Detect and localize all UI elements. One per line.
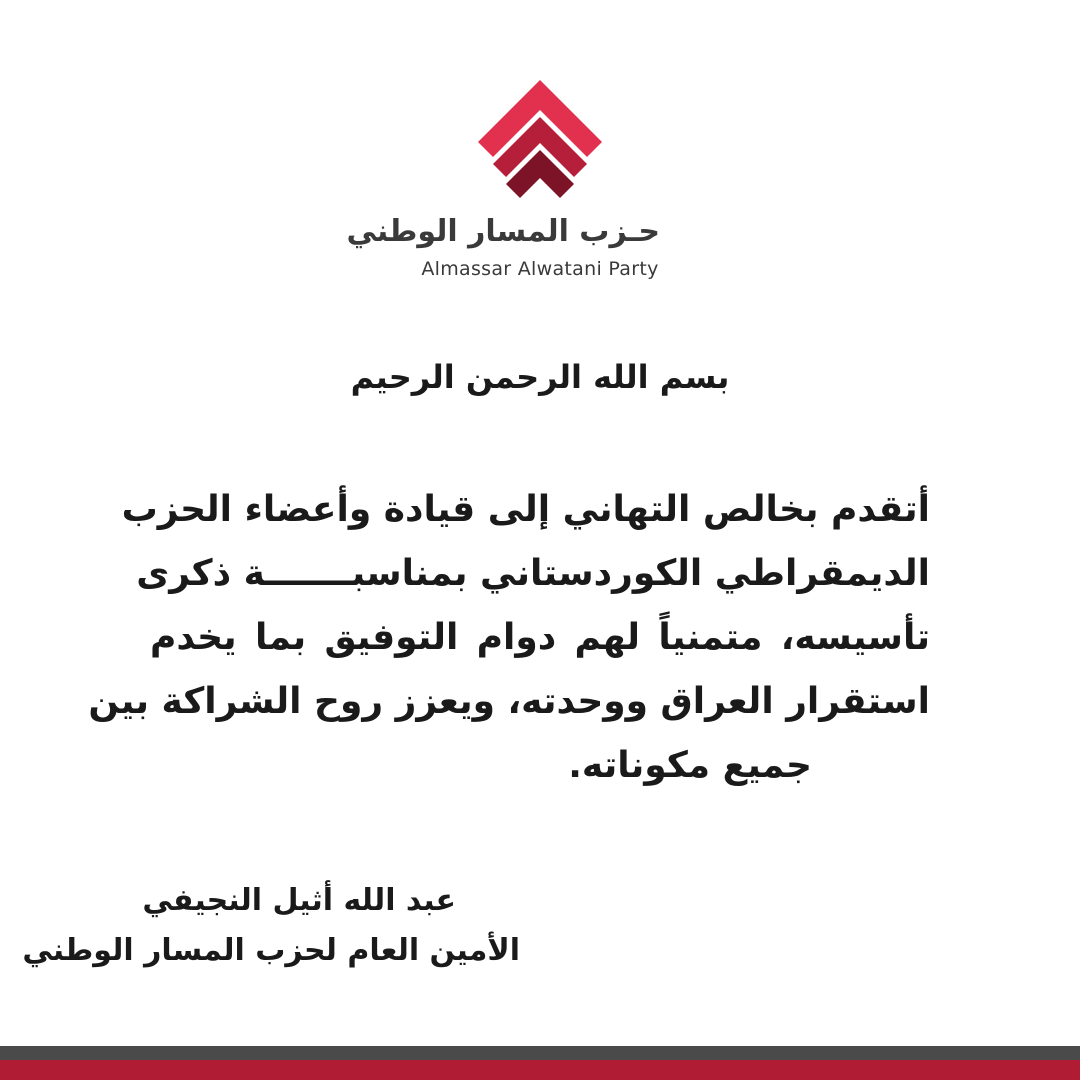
signatory-name: عبد الله أثيل النجيفي xyxy=(142,883,456,918)
party-logo-chevrons-icon xyxy=(478,80,602,204)
message-line: الديمقراطي الكوردستاني بمناسبـــــــة ذكرى xyxy=(136,553,930,594)
message-line: جميع مكوناته. xyxy=(568,745,812,786)
party-name-arabic: حـزب المسار الوطني xyxy=(346,214,660,249)
party-name-english: Almassar Alwatani Party xyxy=(421,258,659,280)
message-line: استقرار العراق ووحدته، ويعزز روح الشراكة بين xyxy=(88,681,930,722)
message-line: أتقدم بخالص التهاني إلى قيادة وأعضاء الحزب xyxy=(121,489,930,530)
basmala: بسم الله الرحمن الرحيم xyxy=(350,358,730,396)
signatory-title: الأمين العام لحزب المسار الوطني xyxy=(22,933,520,968)
footer-stripe-red xyxy=(0,1060,1080,1080)
message-line: تأسيسه، متمنياً لهم دوام التوفيق بما يخدم xyxy=(150,617,930,658)
signature-block xyxy=(22,876,520,976)
footer-stripe-gray xyxy=(0,1046,1080,1060)
congratulation-message xyxy=(88,478,930,798)
